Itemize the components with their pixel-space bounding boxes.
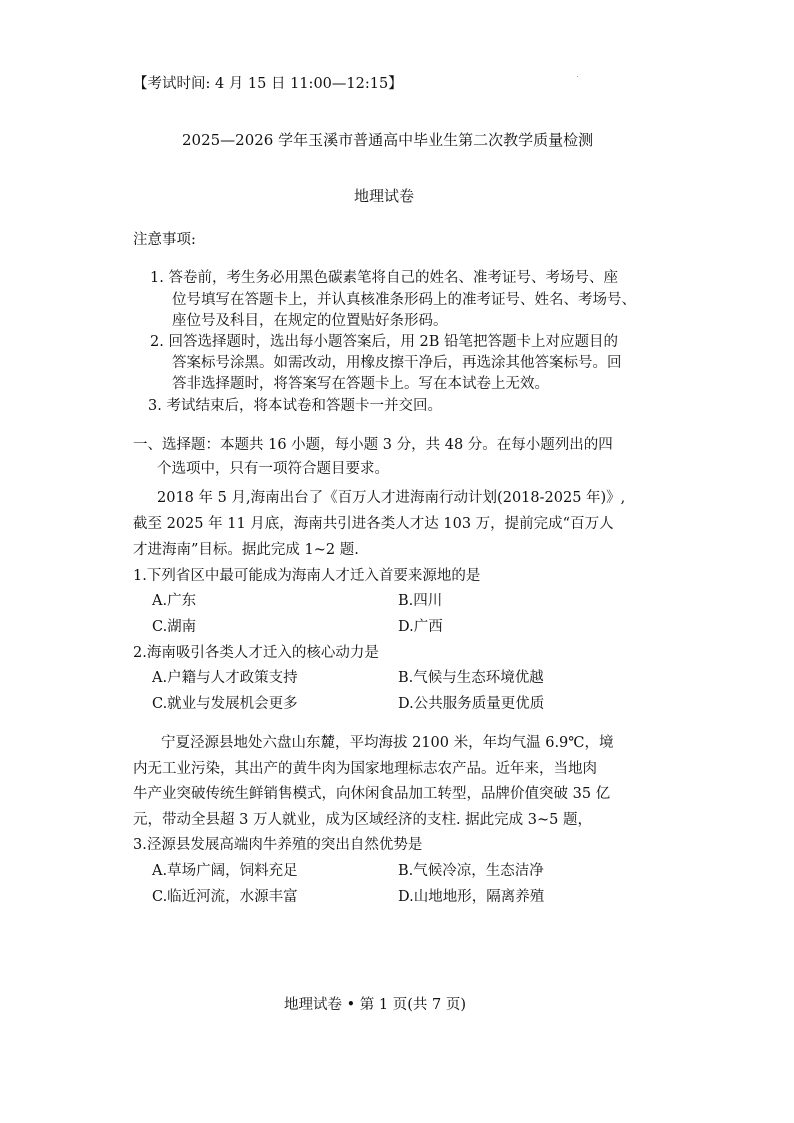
page-footer: 地理试卷 • 第 1 页(共 7 页) (284, 997, 466, 1013)
question-3-option-b: B.气候冷凉，生态洁净 (398, 863, 544, 879)
exam-title: 2025—2026 学年玉溪市普通高中毕业生第二次教学质量检测 (182, 131, 594, 149)
question-3-stem: 3.泾源县发展高端肉牛养殖的突出自然优势是 (133, 837, 423, 853)
question-2-stem: 2.海南吸引各类人才迁入的核心动力是 (133, 645, 379, 661)
note-2-line-2: 答案标号涂黑。如需改动，用橡皮擦干净后，再选涂其他答案标号。回 (172, 355, 622, 371)
question-1-option-b: B.四川 (398, 593, 443, 609)
question-2-option-a: A.户籍与人才政策支持 (152, 670, 298, 686)
section-1-line-2: 个选项中，只有一项符合题目要求。 (157, 461, 389, 477)
note-1-line-1: 1. 答卷前，考生务必用黑色碳素笔将自己的姓名、准考证号、考场号、座 (150, 270, 618, 286)
question-3-option-c: C.临近河流，水源丰富 (152, 889, 298, 905)
question-2-option-c: C.就业与发展机会更多 (152, 696, 298, 712)
section-1-line-1: 一、选择题：本题共 16 小题，每小题 3 分，共 48 分。在每小题列出的四 (133, 437, 613, 453)
passage-1-line-1: 2018 年 5 月,海南出台了《百万人才进海南行动计划(2018-2025 年)》, (157, 490, 626, 506)
note-2-line-1: 2. 回答选择题时，选出每小题答案后，用 2B 铅笔把答题卡上对应题目的 (150, 334, 619, 350)
note-1-line-3: 座位号及科目，在规定的位置贴好条形码。 (172, 313, 448, 329)
question-2-option-d: D.公共服务质量更优质 (398, 696, 545, 712)
question-1-option-a: A.广东 (152, 593, 197, 609)
passage-2-line-2: 内无工业污染，其出产的黄牛肉为国家地理标志农产品。近年来，当地肉 (133, 761, 597, 777)
notes-heading: 注意事项: (133, 232, 196, 248)
passage-1-line-2: 截至 2025 年 11 月底，海南共引进各类人才达 103 万，提前完成“百万人 (133, 516, 614, 532)
exam-subtitle: 地理试卷 (354, 187, 415, 205)
scan-speck (577, 76, 578, 77)
passage-1-line-3: 才进海南”目标。据此完成 1~2 题. (133, 542, 359, 558)
note-1-line-2: 位号填写在答题卡上，并认真核准条形码上的准考证号、姓名、考场号、 (172, 292, 636, 308)
question-2-option-b: B.气候与生态环境优越 (398, 670, 544, 686)
note-3: 3. 考试结束后，将本试卷和答题卡一并交回。 (148, 398, 442, 414)
passage-2-line-3: 牛产业突破传统生鲜销售模式，向休闲食品加工转型，品牌价值突破 35 亿 (133, 786, 611, 802)
question-1-option-c: C.湖南 (152, 619, 197, 635)
passage-2-line-4: 元，带动全县超 3 万人就业，成为区域经济的支柱. 据此完成 3~5 题， (133, 812, 592, 828)
question-1-stem: 1.下列省区中最可能成为海南人才迁入首要来源地的是 (133, 568, 481, 584)
question-1-option-d: D.广西 (398, 619, 443, 635)
question-3-option-a: A.草场广阔，饲料充足 (152, 863, 298, 879)
question-3-option-d: D.山地地形，隔离养殖 (398, 889, 545, 905)
note-2-line-3: 答非选择题时，将答案写在答题卡上。写在本试卷上无效。 (172, 376, 549, 392)
passage-2-line-1: 宁夏泾源县地处六盘山东麓，平均海拔 2100 米，年均气温 6.9℃，境 (161, 735, 614, 751)
exam-time: 【考试时间: 4 月 15 日 11:00—12:15】 (133, 76, 403, 92)
